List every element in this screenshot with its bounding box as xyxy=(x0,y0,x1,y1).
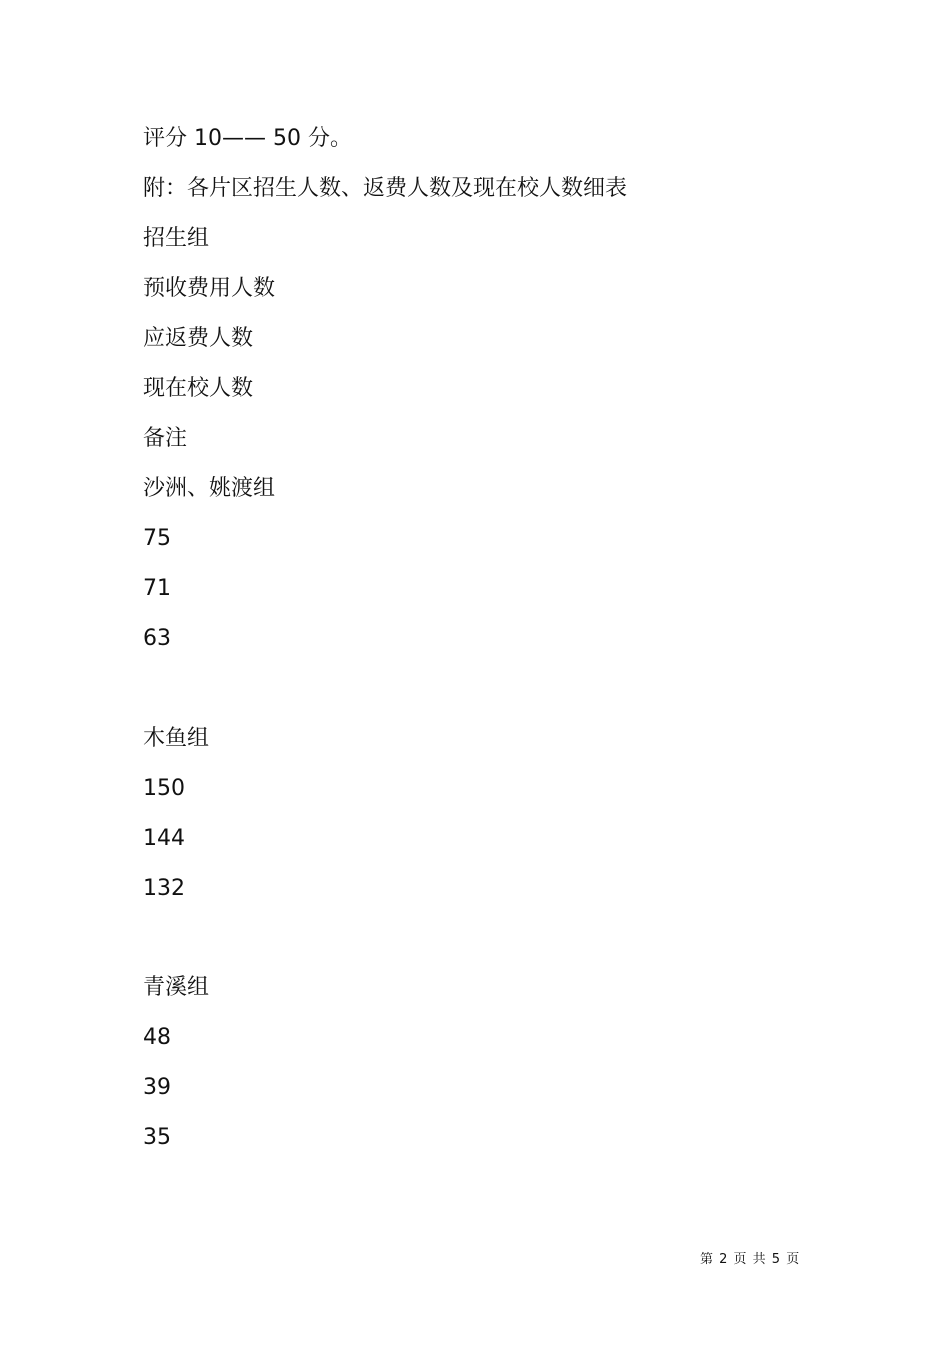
group-value: 48 xyxy=(143,1025,171,1050)
header-recruit-group: 招生组 xyxy=(143,226,210,251)
header-prepaid-count: 预收费用人数 xyxy=(143,276,276,301)
group-value: 35 xyxy=(143,1125,171,1150)
group-name: 青溪组 xyxy=(143,975,210,1000)
page-number: 第 2 页 共 5 页 xyxy=(700,1252,801,1267)
group-name: 木鱼组 xyxy=(143,726,210,751)
group-value: 144 xyxy=(143,826,185,851)
header-remarks: 备注 xyxy=(143,426,188,451)
group-value: 150 xyxy=(143,776,185,801)
header-refund-count: 应返费人数 xyxy=(143,326,254,351)
group-value: 63 xyxy=(143,626,171,651)
header-current-count: 现在校人数 xyxy=(143,376,254,401)
appendix-title: 附：各片区招生人数、返费人数及现在校人数细表 xyxy=(143,176,628,201)
group-value: 39 xyxy=(143,1075,171,1100)
group-value: 71 xyxy=(143,576,171,601)
scoring-line: 评分 10—— 50 分。 xyxy=(143,126,352,151)
group-value: 132 xyxy=(143,876,185,901)
group-value: 75 xyxy=(143,526,171,551)
group-name: 沙洲、姚渡组 xyxy=(143,476,276,501)
